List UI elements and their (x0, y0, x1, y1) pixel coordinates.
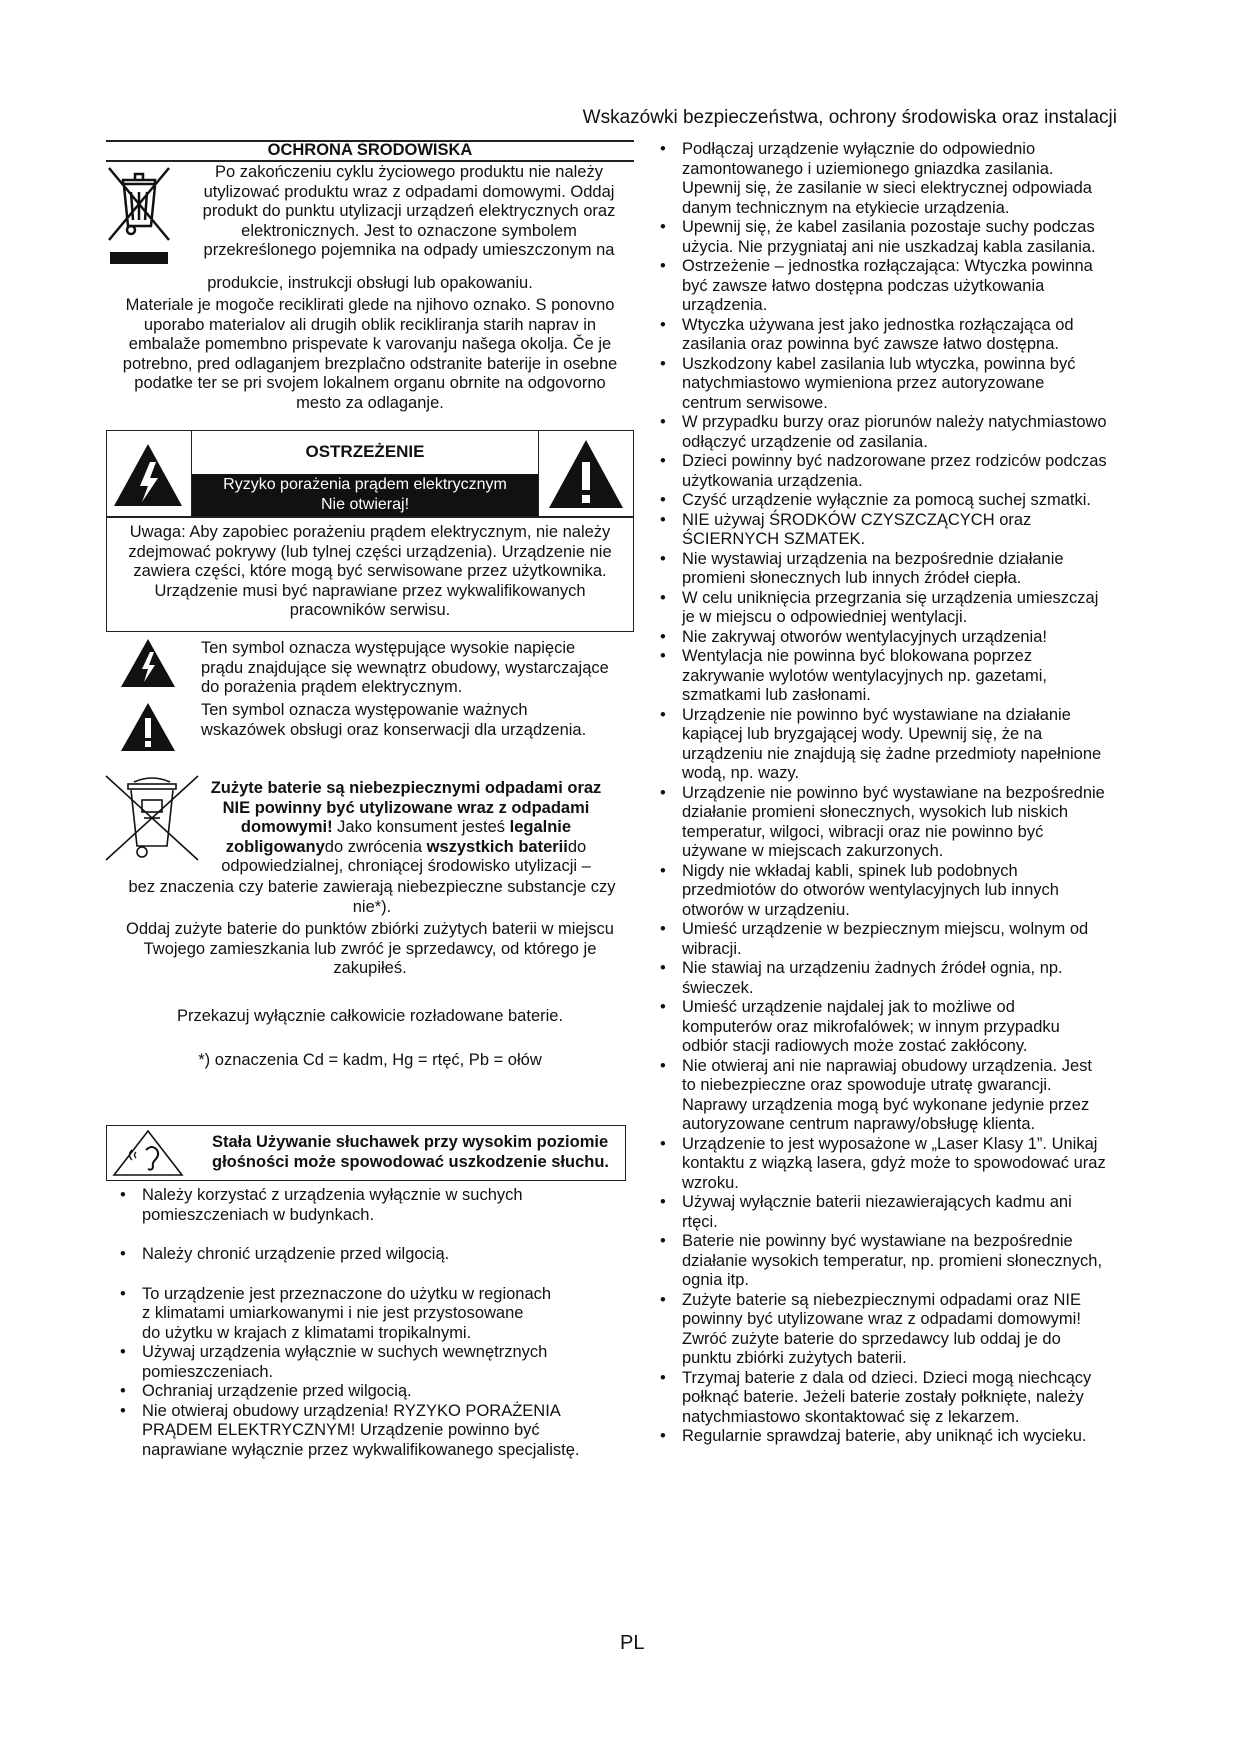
list-item: • Trzymaj baterie z dala od dzieci. Dzieci mogą niechcący połknąć baterie. Jeżeli baterie zostały połknięte, należy natychmiastowo skontaktować się z lekarzem. (652, 1369, 1122, 1428)
lightning-symbol-text: Ten symbol oznacza występujące wysokie napięcie prądu znajdujące się wewnątrz obudowy, wystarczające do porażenia prądem elektrycznym. (201, 639, 609, 696)
env-para2: Materiale je mogoče reciklirati glede na njihovo oznako. S ponovno uporabo materialov ali drugih oblik recikliranja starih naprav in embalaže pomembno prispevate k varovanju našega okolja. Če je potrebno, pred odlaganjem brezplačno odstranite baterije in osebne podatke ter se pri svojem lokalnem organu obrnite na odgovorno mesto za odlaganje. (122, 296, 618, 412)
battery-text-bottom: bez znaczenia czy baterie zawierają niebezpieczne substancje czy nie*). (128, 878, 616, 916)
env-title-rule (106, 160, 634, 162)
list-item: • Umieść urządzenie w bezpiecznym miejscu, wolnym od wibracji. (652, 920, 1122, 959)
lightning-symbol-icon (118, 636, 178, 690)
high-voltage-icon (106, 430, 190, 514)
list-item: • Urządzenie nie powinno być wystawiane na bezpośrednie działanie promieni słonecznych, wysokich lub niskich temperatur, wilgoci, wibracji oraz nie powinno być używane w miejscach zakurzonych. (652, 784, 1122, 862)
list-item: • Wtyczka używana jest jako jednostka rozłączająca od zasilania oraz powinna być zawsze łatwo dostępna. (652, 316, 1122, 355)
list-item: • Czyść urządzenie wyłącznie za pomocą suchej szmatki. (652, 491, 1122, 511)
list-item: • Baterie nie powinny być wystawiane na bezpośrednie działanie wysokich temperatur, np. promieni słonecznych, ognia itp. (652, 1232, 1122, 1291)
warning-body: Uwaga: Aby zapobiec porażeniu prądem elektrycznym, nie należy zdejmować pokrywy (lub tylnej części urządzenia). Urządzenie nie zawiera części, które mogą być serwisowane przez użytkownika. Urządzenie musi być naprawiane przez wykwalifikowanych pracowników serwisu. (128, 523, 612, 619)
hearing-warning-text: Stała Używanie słuchawek przy wysokim poziomie głośności może spowodować uszkodzenie słuchu. (212, 1133, 609, 1171)
right-bullets (652, 140, 1122, 1447)
list-item: • Ostrzeżenie – jednostka rozłączająca: Wtyczka powinna być zawsze łatwo dostępna podczas użytkowania urządzenia. (652, 257, 1122, 316)
hearing-warning-icon (112, 1128, 184, 1178)
list-item: • Uszkodzony kabel zasilania lub wtyczka, powinna być natychmiastowo wymieniona przez autoryzowane centrum serwisowe. (652, 355, 1122, 414)
env-para1: Po zakończeniu cyklu życiowego produktu nie należy utylizować produktu wraz z odpadami domowymi. Oddaj produkt do punktu utylizacji urządzeń elektrycznych oraz elektronicznych. Jest to oznaczone symbolem przekreślonego pojemnika na odpady umieszczonym na (202, 163, 616, 259)
list-item: • Podłączaj urządzenie wyłącznie do odpowiednio zamontowanego i uziemionego gniazdka zasilania. Upewnij się, że zasilanie w sieci elektrycznej odpowiada danym technicznym na etykiecie urządzenia. (652, 140, 1122, 218)
battery-return-text: Oddaj zużyte baterie do punktów zbiórki zużytych baterii w miejscu Twojego zamieszkania lub zwróć je sprzedawcy, od którego je zakupiłeś. (126, 920, 614, 977)
env-title: OCHRONA ŚRODOWISKA (267, 141, 473, 159)
warning-left-cell (106, 430, 192, 516)
list-item: • Urządzenie to jest wyposażone w „Laser Klasy 1”. Unikaj kontaktu z wiązką lasera, gdyż może to spowodować uraz wzroku. (652, 1135, 1122, 1194)
list-item: • Należy chronić urządzenie przed wilgocią. (112, 1245, 632, 1265)
list-item: • Zużyte baterie są niebezpiecznymi odpadami oraz NIE powinny być utylizowane wraz z odpadami domowymi! Zwróć zużyte baterie do sprzedawcy lub oddaj je do punktu zbiórki zużytych baterii. (652, 1291, 1122, 1369)
page-footer-language: PL (620, 1632, 645, 1654)
list-item: • W przypadku burzy oraz piorunów należy natychmiastowo odłączyć urządzenie od zasilania. (652, 413, 1122, 452)
exclamation-icon (539, 430, 633, 514)
list-item: • Używaj wyłącznie baterii niezawierających kadmu ani rtęci. (652, 1193, 1122, 1232)
battery-discharged-text: Przekazuj wyłącznie całkowicie rozładowane baterie. (176, 1007, 564, 1025)
list-item: • Nie zakrywaj otworów wentylacyjnych urządzenia! (652, 628, 1122, 648)
list-item: • Regularnie sprawdzaj baterie, aby uniknąć ich wycieku. (652, 1427, 1122, 1447)
warning-mid-rule (106, 516, 634, 518)
weee-bin-icon (105, 162, 175, 270)
env-para1-last: produkcie, instrukcji obsługi lub opakowaniu. (207, 274, 533, 292)
list-item: • Umieść urządzenie najdalej jak to możliwe od komputerów oraz mikrofalówek; w innym przypadku odbiór stacji radiowych może zostać zakłócony. (652, 998, 1122, 1057)
list-item: • Upewnij się, że kabel zasilania pozostaje suchy podczas użycia. Nie przygniataj ani nie uszkadzaj kabla zasilania. (652, 218, 1122, 257)
list-item: • Należy korzystać z urządzenia wyłącznie w suchych pomieszczeniach w budynkach. (112, 1186, 632, 1225)
warning-black-band: Ryzyko porażenia prądem elektrycznym Nie otwieraj! (192, 474, 538, 516)
battery-text-top: Zużyte baterie są niebezpiecznymi odpadami oraz NIE powinny być utylizowane wraz z odpadami domowymi! Jako konsument jesteś legalnie zobligowanydo zwrócenia wszystkich bateriido odpowiedzialnej, chroniącej środowisko utylizacji – (210, 779, 602, 875)
list-item: • Ochraniaj urządzenie przed wilgocią. (112, 1382, 632, 1402)
list-item: • To urządzenie jest przeznaczone do użytku w regionach z klimatami umiarkowanymi i nie jest przystosowane do użytku w krajach z klimatami tropikalnymi. (112, 1285, 632, 1344)
warning-right-cell (538, 430, 634, 516)
warning-title: OSTRZEŻENIE (305, 442, 425, 461)
list-item: • W celu uniknięcia przegrzania się urządzenia umieszczaj je w miejscu o odpowiedniej wentylacji. (652, 589, 1122, 628)
battery-footnote: *) oznaczenia Cd = kadm, Hg = rtęć, Pb = ołów (198, 1051, 542, 1069)
list-item: • Nie otwieraj obudowy urządzenia! RYZYKO PORAŻENIA PRĄDEM ELEKTRYCZNYM! Urządzenie powinno być naprawiane wyłącznie przez wykwalifikowanego specjalistę. (112, 1402, 632, 1461)
page-header: Wskazówki bezpieczeństwa, ochrony środowiska oraz instalacji (582, 107, 1117, 128)
left-bullets (112, 1186, 632, 1460)
list-item: • NIE używaj ŚRODKÓW CZYSZCZĄCYCH oraz ŚCIERNYCH SZMATEK. (652, 511, 1122, 550)
list-item: • Nie stawiaj na urządzeniu żadnych źródeł ognia, np. świeczek. (652, 959, 1122, 998)
list-item: • Nie wystawiaj urządzenia na bezpośrednie działanie promieni słonecznych lub innych źródeł ciepła. (652, 550, 1122, 589)
exclamation-symbol-text: Ten symbol oznacza występowanie ważnych wskazówek obsługi oraz konserwacji dla urządzenia. (201, 701, 587, 739)
list-item: • Urządzenie nie powinno być wystawiane na działanie kapiącej lub bryzgającej wody. Upewnij się, że na urządzeniu nie znajdują się żadne przedmioty napełnione wodą, np. wazy. (652, 706, 1122, 784)
list-item: • Nie otwieraj ani nie naprawiaj obudowy urządzenia. Jest to niebezpieczne oraz spowoduje utratę gwarancji. Naprawy urządzenia mogą być wykonane jedynie przez autoryzowane centrum naprawy/obsługę klienta. (652, 1057, 1122, 1135)
battery-bin-icon (104, 772, 200, 864)
list-item: • Używaj urządzenia wyłącznie w suchych wewnętrznych pomieszczeniach. (112, 1343, 632, 1382)
exclamation-symbol-icon (118, 700, 178, 754)
list-item: • Wentylacja nie powinna być blokowana poprzez zakrywanie wylotów wentylacyjnych np. gazetami, szmatkami lub zasłonami. (652, 647, 1122, 706)
list-item: • Nigdy nie wkładaj kabli, spinek lub podobnych przedmiotów do otworów wentylacyjnych lub innych otworów w urządzeniu. (652, 862, 1122, 921)
list-item: • Dzieci powinny być nadzorowane przez rodziców podczas użytkowania urządzenia. (652, 452, 1122, 491)
